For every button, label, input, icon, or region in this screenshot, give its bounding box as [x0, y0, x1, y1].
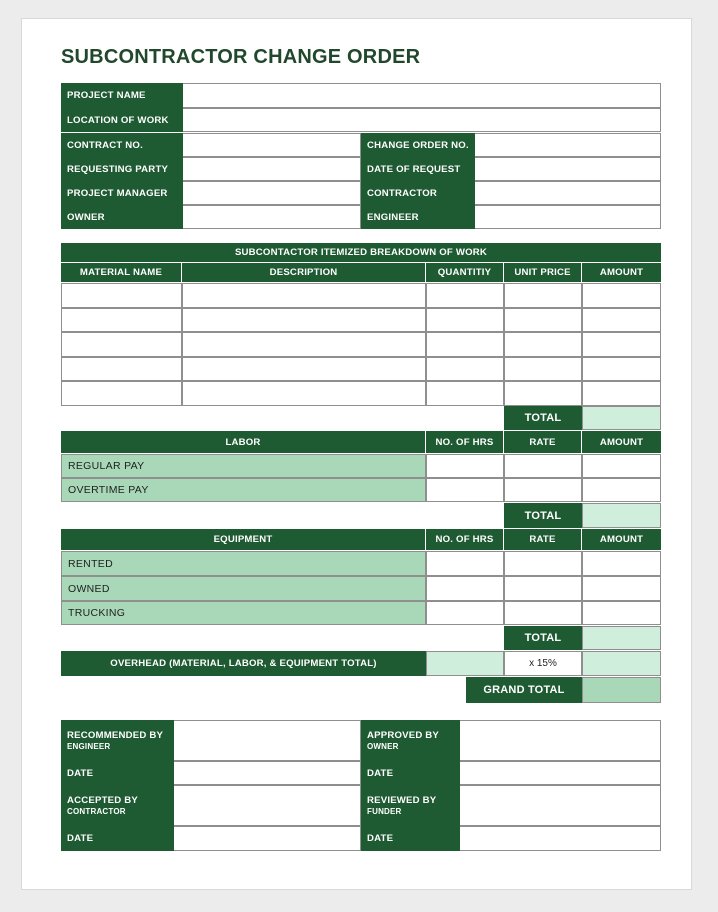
recommended-by-role: ENGINEER	[67, 742, 111, 751]
labor-col-amount: AMOUNT	[582, 431, 661, 453]
recommended-by-text: RECOMMENDED BY	[67, 730, 164, 741]
labor-overtime-hours[interactable]	[426, 478, 504, 502]
breakdown-row-2-unit-price[interactable]	[504, 308, 582, 333]
equipment-total-label: TOTAL	[504, 626, 582, 650]
approved-by-text: APPROVED BY	[367, 730, 440, 741]
equipment-header: EQUIPMENT	[61, 529, 426, 550]
breakdown-row-1-amount[interactable]	[582, 283, 661, 308]
labor-total-value[interactable]	[582, 503, 661, 528]
labor-header: LABOR	[61, 431, 426, 453]
breakdown-row-3-material-name[interactable]	[61, 332, 182, 357]
col-quantity: QUANTITIY	[426, 262, 504, 282]
overhead-amount[interactable]	[582, 651, 661, 676]
recommended-date-label: DATE	[61, 761, 174, 785]
equipment-owned-hours[interactable]	[426, 576, 504, 601]
breakdown-row-1-quantity[interactable]	[426, 283, 504, 308]
col-description: DESCRIPTION	[182, 262, 426, 282]
labor-regular-rate[interactable]	[504, 454, 582, 478]
page-title: SUBCONTRACTOR CHANGE ORDER	[61, 46, 421, 68]
col-material-name: MATERIAL NAME	[61, 262, 182, 282]
col-amount: AMOUNT	[582, 262, 661, 282]
breakdown-row-4-unit-price[interactable]	[504, 357, 582, 382]
overhead-base-value[interactable]	[426, 651, 504, 676]
requesting-party-label: REQUESTING PARTY	[61, 157, 183, 181]
project-name-label: PROJECT NAME	[61, 83, 183, 108]
date-of-request-label: DATE OF REQUEST	[361, 157, 475, 181]
breakdown-row-2-quantity[interactable]	[426, 308, 504, 333]
approved-by-role: OWNER	[367, 742, 399, 751]
labor-overtime-rate[interactable]	[504, 478, 582, 502]
engineer-label: ENGINEER	[361, 205, 475, 229]
equipment-col-hours: NO. OF HRS	[426, 529, 504, 550]
breakdown-row-3-amount[interactable]	[582, 332, 661, 357]
equipment-owned-rate[interactable]	[504, 576, 582, 601]
change-order-no-label: CHANGE ORDER NO.	[361, 133, 475, 157]
breakdown-row-2-amount[interactable]	[582, 308, 661, 333]
breakdown-row-3-unit-price[interactable]	[504, 332, 582, 357]
breakdown-row-2-description[interactable]	[182, 308, 426, 333]
reviewed-date-label: DATE	[361, 826, 460, 851]
labor-col-rate: RATE	[504, 431, 582, 453]
approved-by-label	[361, 720, 460, 761]
labor-total-label: TOTAL	[504, 503, 582, 528]
approved-date-label: DATE	[361, 761, 460, 785]
equipment-rented-rate[interactable]	[504, 551, 582, 576]
recommended-by-label	[61, 720, 174, 761]
equipment-row-trucking: TRUCKING	[61, 601, 426, 625]
overhead-rate: x 15%	[504, 651, 582, 676]
equipment-owned-amount[interactable]	[582, 576, 661, 601]
grand-total-value[interactable]	[582, 677, 661, 703]
grand-total-label: GRAND TOTAL	[466, 677, 582, 703]
location-of-work-label: LOCATION OF WORK	[61, 108, 183, 132]
equipment-rented-hours[interactable]	[426, 551, 504, 576]
breakdown-row-4-amount[interactable]	[582, 357, 661, 382]
col-unit-price: UNIT PRICE	[504, 262, 582, 282]
breakdown-title: SUBCONTACTOR ITEMIZED BREAKDOWN OF WORK	[61, 243, 661, 262]
labor-row-regular-pay: REGULAR PAY	[61, 454, 426, 478]
accepted-date-label: DATE	[61, 826, 174, 851]
breakdown-row-2-material-name[interactable]	[61, 308, 182, 333]
accepted-by-text: ACCEPTED BY	[67, 795, 138, 806]
accepted-by-role: CONTRACTOR	[67, 807, 126, 816]
breakdown-row-5-description[interactable]	[182, 381, 426, 406]
breakdown-row-1-unit-price[interactable]	[504, 283, 582, 308]
accepted-by-label	[61, 785, 174, 826]
labor-regular-hours[interactable]	[426, 454, 504, 478]
breakdown-row-1-description[interactable]	[182, 283, 426, 308]
breakdown-row-5-unit-price[interactable]	[504, 381, 582, 406]
breakdown-row-4-material-name[interactable]	[61, 357, 182, 382]
equipment-trucking-amount[interactable]	[582, 601, 661, 625]
labor-regular-amount[interactable]	[582, 454, 661, 478]
equipment-total-value[interactable]	[582, 626, 661, 650]
overhead-label: OVERHEAD (MATERIAL, LABOR, & EQUIPMENT TOTAL)	[61, 651, 426, 676]
breakdown-row-3-quantity[interactable]	[426, 332, 504, 357]
contractor-label: CONTRACTOR	[361, 181, 475, 205]
reviewed-by-text: REVIEWED BY	[367, 795, 437, 806]
reviewed-by-role: FUNDER	[367, 807, 402, 816]
labor-overtime-amount[interactable]	[582, 478, 661, 502]
contract-no-label: CONTRACT NO.	[61, 133, 183, 157]
equipment-rented-amount[interactable]	[582, 551, 661, 576]
equipment-row-rented: RENTED	[61, 551, 426, 576]
breakdown-row-5-material-name[interactable]	[61, 381, 182, 406]
breakdown-row-3-description[interactable]	[182, 332, 426, 357]
labor-col-hours: NO. OF HRS	[426, 431, 504, 453]
breakdown-row-5-quantity[interactable]	[426, 381, 504, 406]
equipment-col-amount: AMOUNT	[582, 529, 661, 550]
reviewed-by-label	[361, 785, 460, 826]
owner-label: OWNER	[61, 205, 183, 229]
breakdown-total-value[interactable]	[582, 406, 661, 430]
breakdown-row-4-description[interactable]	[182, 357, 426, 382]
equipment-trucking-rate[interactable]	[504, 601, 582, 625]
breakdown-total-label: TOTAL	[504, 406, 582, 430]
equipment-trucking-hours[interactable]	[426, 601, 504, 625]
breakdown-row-1-material-name[interactable]	[61, 283, 182, 308]
equipment-row-owned: OWNED	[61, 576, 426, 601]
equipment-col-rate: RATE	[504, 529, 582, 550]
breakdown-row-4-quantity[interactable]	[426, 357, 504, 382]
breakdown-row-5-amount[interactable]	[582, 381, 661, 406]
project-manager-label: PROJECT MANAGER	[61, 181, 183, 205]
labor-row-overtime-pay: OVERTIME PAY	[61, 478, 426, 502]
